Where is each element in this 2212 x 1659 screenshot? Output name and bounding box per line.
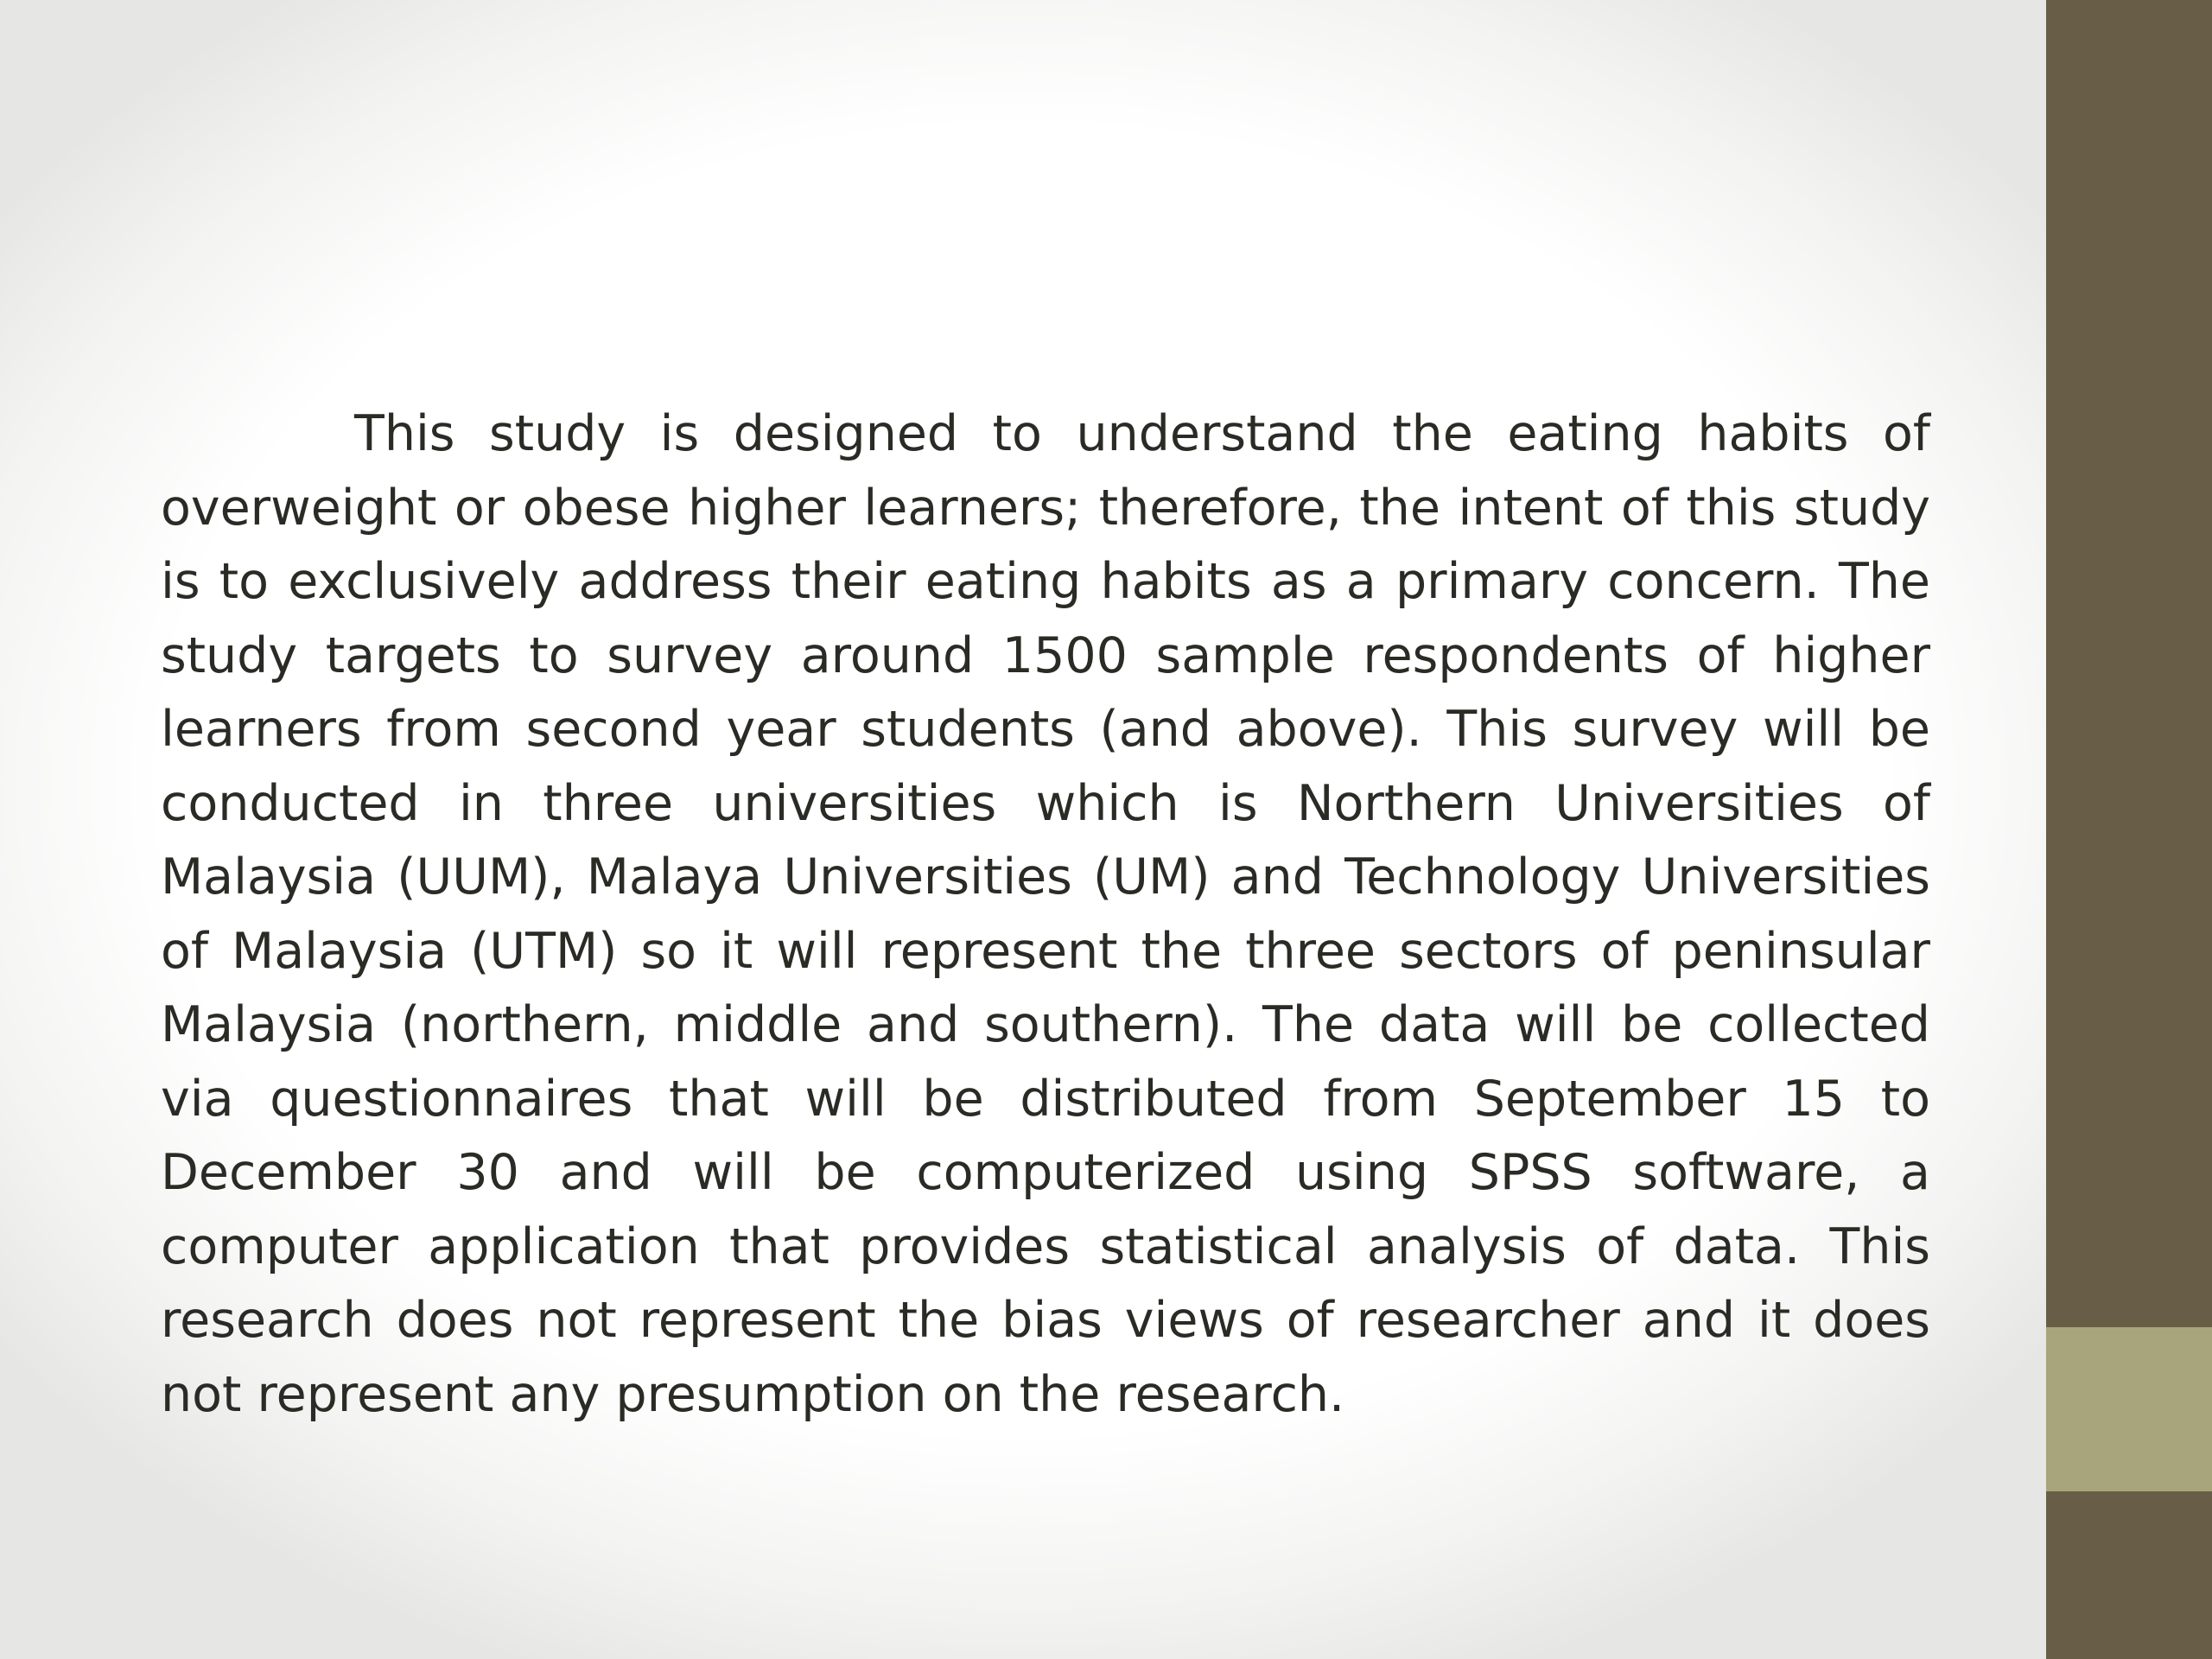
body-paragraph: This study is designed to understand the eating habits of overweight or obese higher learners; therefore, the intent of this study is to exclusively address their eating habits as a primary concern. The study targets to survey around 1500 sample respondents of higher learners from second year students (and above). This survey will be conducted in three universities which is Northern Universities of Malaysia (UUM), Malaya Universities (UM) and Technology Universities of Malaysia (UTM) so it will represent the three sectors of peninsular Malaysia (northern, middle and southern). The data will be collected via questionnaires that will be distributed from September 15 to December 30 and will be computerized using SPSS software, a computer application that provides statistical analysis of data. This research does not represent the bias views of researcher and it does not represent any presumption on the research. [161, 405, 1930, 1423]
decorative-side-accent [2046, 1327, 2212, 1491]
